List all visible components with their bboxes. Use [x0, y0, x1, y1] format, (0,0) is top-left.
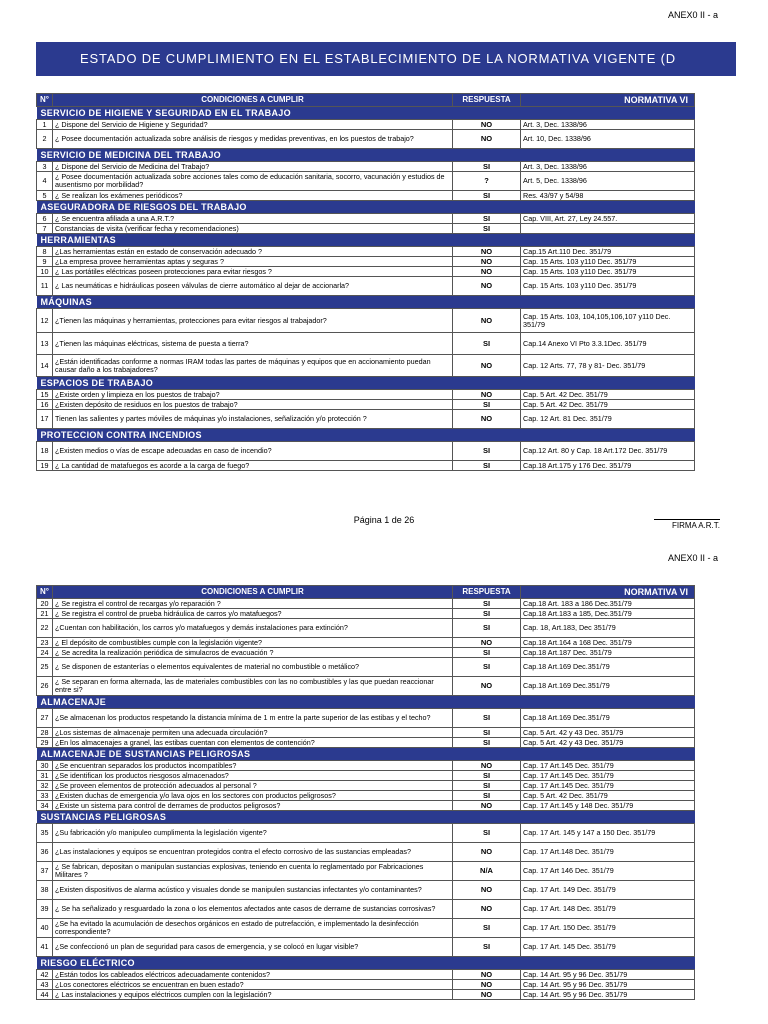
condition-text: ¿Las herramientas están en estado de conservación adecuado ? — [53, 247, 453, 257]
answer-value: NO — [453, 677, 521, 696]
norm-reference: Cap. 12 Arts. 77, 78 y 81- Dec. 351/79 — [521, 355, 695, 377]
table-row — [37, 130, 695, 149]
table-row — [37, 771, 695, 781]
header-answer: RESPUESTA — [453, 586, 521, 599]
table-row — [37, 970, 695, 980]
row-number: 28 — [37, 728, 53, 738]
condition-text: ¿Están identificadas conforme a normas IRAM todas las partes de máquinas y equipos que en accionamiento puedan causar daño a los trabajadores? — [53, 355, 453, 377]
table-row — [37, 900, 695, 919]
answer-value: NO — [453, 843, 521, 862]
answer-value: SI — [453, 771, 521, 781]
section-title: SERVICIO DE HIGIENE Y SEGURIDAD EN EL TRABAJO — [37, 107, 695, 120]
norm-reference: Cap. 15 Arts. 103 y110 Dec. 351/79 — [521, 277, 695, 296]
table-row — [37, 862, 695, 881]
table-row — [37, 599, 695, 609]
condition-text: ¿ Se registra el control de recargas y/o reparación ? — [53, 599, 453, 609]
section-header — [37, 234, 695, 247]
norm-reference: Cap. 15 Arts. 103 y110 Dec. 351/79 — [521, 267, 695, 277]
table-row — [37, 355, 695, 377]
annex-label: ANEX0 II - a — [667, 10, 718, 20]
norm-reference: Cap.18 Art.175 y 176 Dec. 351/79 — [521, 461, 695, 471]
row-number: 13 — [37, 333, 53, 355]
row-number: 38 — [37, 881, 53, 900]
table-row — [37, 172, 695, 191]
table-row — [37, 247, 695, 257]
norm-reference: Cap.12 Art. 80 y Cap. 18 Art.172 Dec. 351/79 — [521, 442, 695, 461]
norm-reference: Cap. 17 Art.145 Dec. 351/79 — [521, 761, 695, 771]
answer-value: NO — [453, 638, 521, 648]
row-number: 6 — [37, 214, 53, 224]
row-number: 20 — [37, 599, 53, 609]
row-number: 34 — [37, 801, 53, 811]
row-number: 9 — [37, 257, 53, 267]
condition-text: ¿ Dispone del Servicio de Higiene y Seguridad? — [53, 120, 453, 130]
answer-value: SI — [453, 781, 521, 791]
norm-reference: Cap.18 Art.187 Dec. 351/79 — [521, 648, 695, 658]
norm-reference: Cap. 5 Art. 42 Dec. 351/79 — [521, 400, 695, 410]
table-row — [37, 461, 695, 471]
section-header — [37, 107, 695, 120]
condition-text: ¿ La cantidad de matafuegos es acorde a la carga de fuego? — [53, 461, 453, 471]
row-number: 19 — [37, 461, 53, 471]
condition-text: ¿La empresa provee herramientas aptas y seguras ? — [53, 257, 453, 267]
condition-text: Tienen las salientes y partes móviles de máquinas y/o instalaciones, señalización y/o protección ? — [53, 410, 453, 429]
condition-text: ¿Existen dispositivos de alarma acústico y visuales donde se manipulen sustancias infectantes y/o contaminantes? — [53, 881, 453, 900]
answer-value: SI — [453, 442, 521, 461]
norm-reference: Cap.18 Art.169 Dec.351/79 — [521, 677, 695, 696]
row-number: 33 — [37, 791, 53, 801]
row-number: 2 — [37, 130, 53, 149]
norm-reference: Cap. 12 Art. 81 Dec. 351/79 — [521, 410, 695, 429]
condition-text: ¿Tienen las máquinas y herramientas, protecciones para evitar riesgos al trabajador? — [53, 309, 453, 333]
row-number: 8 — [37, 247, 53, 257]
answer-value: NO — [453, 355, 521, 377]
norm-reference: Cap. 17 Art. 148 Dec. 351/79 — [521, 900, 695, 919]
row-number: 3 — [37, 162, 53, 172]
page-number: Página 1 de 26 — [353, 515, 415, 525]
answer-value: NO — [453, 130, 521, 149]
row-number: 1 — [37, 120, 53, 130]
norm-reference: Cap. VIII, Art. 27, Ley 24.557. — [521, 214, 695, 224]
row-number: 25 — [37, 658, 53, 677]
norm-reference: Cap. 17 Art. 145 Dec. 351/79 — [521, 938, 695, 957]
condition-text: ¿Existe orden y limpieza en los puestos de trabajo? — [53, 390, 453, 400]
answer-value: NO — [453, 990, 521, 1000]
section-title: ESPACIOS DE TRABAJO — [37, 377, 695, 390]
answer-value: SI — [453, 824, 521, 843]
row-number: 4 — [37, 172, 53, 191]
row-number: 41 — [37, 938, 53, 957]
condition-text: ¿ Las instalaciones y equipos eléctricos cumplen con la legislación? — [53, 990, 453, 1000]
condition-text: ¿Las instalaciones y equipos se encuentran protegidos contra el efecto corrosivo de las sustancias empleadas? — [53, 843, 453, 862]
row-number: 14 — [37, 355, 53, 377]
norm-reference: Art. 3, Dec. 1338/96 — [521, 120, 695, 130]
section-title: ALMACENAJE DE SUSTANCIAS PELIGROSAS — [37, 748, 695, 761]
row-number: 27 — [37, 709, 53, 728]
answer-value: NO — [453, 309, 521, 333]
table-row — [37, 257, 695, 267]
norm-reference: Cap. 5 Art. 42 y 43 Dec. 351/79 — [521, 738, 695, 748]
condition-text: ¿ Se acredita la realización periódica de simulacros de evacuación ? — [53, 648, 453, 658]
table-row — [37, 333, 695, 355]
section-header — [37, 696, 695, 709]
table-row — [37, 843, 695, 862]
answer-value: NO — [453, 277, 521, 296]
section-header — [37, 377, 695, 390]
condition-text: ¿Los conectores eléctricos se encuentran en buen estado? — [53, 980, 453, 990]
condition-text: ¿ Posee documentación actualizada sobre análisis de riesgos y medidas preventivas, en los puestos de trabajo? — [53, 130, 453, 149]
row-number: 32 — [37, 781, 53, 791]
answer-value: N/A — [453, 862, 521, 881]
table-row — [37, 709, 695, 728]
row-number: 15 — [37, 390, 53, 400]
answer-value: SI — [453, 224, 521, 234]
answer-value: SI — [453, 333, 521, 355]
row-number: 10 — [37, 267, 53, 277]
norm-reference: Cap. 14 Art. 95 y 96 Dec. 351/79 — [521, 980, 695, 990]
norm-reference: Cap. 15 Arts. 103 y110 Dec. 351/79 — [521, 257, 695, 267]
table-row — [37, 267, 695, 277]
condition-text: ¿Se ha evitado la acumulación de desechos orgánicos en estado de putrefacción, e implementado la desinfección correspondiente? — [53, 919, 453, 938]
norm-reference: Cap. 17 Art 146 Dec. 351/79 — [521, 862, 695, 881]
condition-text: ¿ Se disponen de estanterías o elementos equivalentes de material no combustible o metálico? — [53, 658, 453, 677]
condition-text: ¿Cuentan con habilitación, los carros y/o matafuegos y demás instalaciones para extinción? — [53, 619, 453, 638]
condition-text: ¿ Se ha señalizado y resguardado la zona o los elementos afectados ante casos de derrame de sustancias corrosivas? — [53, 900, 453, 919]
table-row — [37, 738, 695, 748]
section-header — [37, 201, 695, 214]
condition-text: ¿Existen depósito de residuos en los puestos de trabajo? — [53, 400, 453, 410]
header-norm: NORMATIVA VI — [521, 94, 695, 107]
answer-value: SI — [453, 938, 521, 957]
answer-value: ? — [453, 172, 521, 191]
answer-value: NO — [453, 390, 521, 400]
norm-reference: Cap.18 Art.183 a 185, Dec.351/79 — [521, 609, 695, 619]
norm-reference: Cap. 17 Art. 145 y 147 a 150 Dec. 351/79 — [521, 824, 695, 843]
norm-reference: Cap. 17 Art. 149 Dec. 351/79 — [521, 881, 695, 900]
section-header — [37, 296, 695, 309]
condition-text: ¿Están todos los cableados eléctricos adecuadamente contenidos? — [53, 970, 453, 980]
table-row — [37, 619, 695, 638]
document-title: ESTADO DE CUMPLIMIENTO EN EL ESTABLECIMIENTO DE LA NORMATIVA VIGENTE (D — [36, 42, 736, 76]
answer-value: SI — [453, 162, 521, 172]
row-number: 5 — [37, 191, 53, 201]
answer-value: NO — [453, 410, 521, 429]
section-title: SERVICIO DE MEDICINA DEL TRABAJO — [37, 149, 695, 162]
answer-value: SI — [453, 461, 521, 471]
answer-value: SI — [453, 214, 521, 224]
table-row — [37, 658, 695, 677]
norm-reference: Cap. 18, Art.183, Dec 351/79 — [521, 619, 695, 638]
condition-text: ¿En los almacenajes a granel, las estibas cuentan con elementos de contención? — [53, 738, 453, 748]
norm-reference: Cap.14 Anexo VI Pto 3.3.1Dec. 351/79 — [521, 333, 695, 355]
answer-value: NO — [453, 881, 521, 900]
row-number: 12 — [37, 309, 53, 333]
answer-value: SI — [453, 791, 521, 801]
row-number: 29 — [37, 738, 53, 748]
section-header — [37, 149, 695, 162]
norm-reference: Cap. 15 Arts. 103, 104,105,106,107 y110 Dec. 351/79 — [521, 309, 695, 333]
table-row — [37, 791, 695, 801]
condition-text: Constancias de visita (verificar fecha y recomendaciones) — [53, 224, 453, 234]
row-number: 22 — [37, 619, 53, 638]
answer-value: NO — [453, 257, 521, 267]
header-number: N° — [37, 586, 53, 599]
condition-text: ¿Existen duchas de emergencia y/o lava ojos en los sectores con productos peligrosos? — [53, 791, 453, 801]
condition-text: ¿ Se encuentra afiliada a una A.R.T.? — [53, 214, 453, 224]
section-title: SUSTANCIAS PELIGROSAS — [37, 811, 695, 824]
answer-value: SI — [453, 709, 521, 728]
table-row — [37, 224, 695, 234]
condition-text: ¿ El depósito de combustibles cumple con la legislación vigente? — [53, 638, 453, 648]
norm-reference: Cap.18 Art.169 Dec.351/79 — [521, 658, 695, 677]
row-number: 18 — [37, 442, 53, 461]
answer-value: SI — [453, 599, 521, 609]
table-row — [37, 609, 695, 619]
table-row — [37, 390, 695, 400]
header-answer: RESPUESTA — [453, 94, 521, 107]
answer-value: NO — [453, 970, 521, 980]
condition-text: ¿Se encuentran separados los productos incompatibles? — [53, 761, 453, 771]
header-conditions: CONDICIONES A CUMPLIR — [53, 94, 453, 107]
header-conditions: CONDICIONES A CUMPLIR — [53, 586, 453, 599]
table-row — [37, 881, 695, 900]
row-number: 23 — [37, 638, 53, 648]
condition-text: ¿ Las portátiles eléctricas poseen protecciones para evitar riesgos ? — [53, 267, 453, 277]
condition-text: ¿ Posee documentación actualizada sobre acciones tales como de educación sanitaria, socorro, vacunación y estudios de ausentismo por morbilidad? — [53, 172, 453, 191]
section-title: PROTECCION CONTRA INCENDIOS — [37, 429, 695, 442]
table-row — [37, 648, 695, 658]
table-row — [37, 824, 695, 843]
norm-reference: Cap. 5 Art. 42 Dec. 351/79 — [521, 390, 695, 400]
row-number: 42 — [37, 970, 53, 980]
norm-reference: Cap. 5 Art. 42 Dec. 351/79 — [521, 791, 695, 801]
table-row — [37, 120, 695, 130]
section-title: RIESGO ELÉCTRICO — [37, 957, 695, 970]
row-number: 24 — [37, 648, 53, 658]
table-row — [37, 919, 695, 938]
norm-reference: Art. 3, Dec. 1338/96 — [521, 162, 695, 172]
annex-label-page-2: ANEX0 II - a — [667, 553, 718, 563]
condition-text: ¿Se identifican los productos riesgosos almacenados? — [53, 771, 453, 781]
condition-text: ¿Los sistemas de almacenaje permiten una adecuada circulación? — [53, 728, 453, 738]
row-number: 36 — [37, 843, 53, 862]
section-header — [37, 957, 695, 970]
condition-text: ¿Se almacenan los productos respetando la distancia mínima de 1 m entre la parte superior de las estibas y el techo? — [53, 709, 453, 728]
answer-value: NO — [453, 120, 521, 130]
row-number: 16 — [37, 400, 53, 410]
answer-value: NO — [453, 761, 521, 771]
norm-reference: Res. 43/97 y 54/98 — [521, 191, 695, 201]
condition-text: ¿Se proveen elementos de protección adecuados al personal ? — [53, 781, 453, 791]
norm-reference: Art. 5, Dec. 1338/96 — [521, 172, 695, 191]
answer-value: SI — [453, 400, 521, 410]
norm-reference: Cap. 5 Art. 42 y 43 Dec. 351/79 — [521, 728, 695, 738]
row-number: 11 — [37, 277, 53, 296]
answer-value: NO — [453, 980, 521, 990]
table-row — [37, 801, 695, 811]
norm-reference: Cap.18 Art. 183 a 186 Dec.351/79 — [521, 599, 695, 609]
norm-reference: Cap. 17 Art.145 y 148 Dec. 351/79 — [521, 801, 695, 811]
condition-text: ¿ Se fabrican, depositan o manipulan sustancias explosivas, teniendo en cuenta lo reglamentado por Fabricaciones Militares ? — [53, 862, 453, 881]
section-header — [37, 429, 695, 442]
table-row — [37, 162, 695, 172]
section-title: ALMACENAJE — [37, 696, 695, 709]
row-number: 43 — [37, 980, 53, 990]
answer-value: SI — [453, 191, 521, 201]
answer-value: NO — [453, 900, 521, 919]
condition-text: ¿Existen medios o vías de escape adecuadas en caso de incendio? — [53, 442, 453, 461]
condition-text: ¿Tienen las máquinas eléctricas, sistema de puesta a tierra? — [53, 333, 453, 355]
table-row — [37, 277, 695, 296]
row-number: 30 — [37, 761, 53, 771]
row-number: 37 — [37, 862, 53, 881]
row-number: 17 — [37, 410, 53, 429]
norm-reference: Cap.18 Art.164 a 168 Dec. 351/79 — [521, 638, 695, 648]
condition-text: ¿ Se registra el control de prueba hidráulica de carros y/o matafuegos? — [53, 609, 453, 619]
row-number: 40 — [37, 919, 53, 938]
row-number: 39 — [37, 900, 53, 919]
row-number: 31 — [37, 771, 53, 781]
condition-text: ¿Existe un sistema para control de derrames de productos peligrosos? — [53, 801, 453, 811]
row-number: 35 — [37, 824, 53, 843]
table-row — [37, 400, 695, 410]
norm-reference: Cap. 17 Art.145 Dec. 351/79 — [521, 781, 695, 791]
condition-text: ¿ Se separan en forma alternada, las de materiales combustibles con las no combustibles y las que puedan reaccionar entre si? — [53, 677, 453, 696]
answer-value: SI — [453, 619, 521, 638]
row-number: 21 — [37, 609, 53, 619]
answer-value: SI — [453, 728, 521, 738]
answer-value: SI — [453, 609, 521, 619]
section-title: HERRAMIENTAS — [37, 234, 695, 247]
norm-reference: Cap. 17 Art.148 Dec. 351/79 — [521, 843, 695, 862]
signature-line: FIRMA A.R.T. — [654, 519, 720, 530]
condition-text: ¿ Se realizan los exámenes periódicos? — [53, 191, 453, 201]
answer-value: SI — [453, 658, 521, 677]
answer-value: NO — [453, 267, 521, 277]
row-number: 44 — [37, 990, 53, 1000]
answer-value: NO — [453, 247, 521, 257]
section-title: ASEGURADORA DE RIESGOS DEL TRABAJO — [37, 201, 695, 214]
section-header — [37, 748, 695, 761]
table-row — [37, 677, 695, 696]
table-row — [37, 781, 695, 791]
table-row — [37, 214, 695, 224]
table-row — [37, 761, 695, 771]
table-row — [37, 638, 695, 648]
answer-value: SI — [453, 648, 521, 658]
table-header — [37, 586, 695, 599]
norm-reference: Cap.18 Art.169 Dec.351/79 — [521, 709, 695, 728]
condition-text: ¿Se confeccionó un plan de seguridad para casos de emergencia, y se colocó en lugar visible? — [53, 938, 453, 957]
compliance-table-page-2 — [36, 585, 695, 1000]
norm-reference: Cap. 14 Art. 95 y 96 Dec. 351/79 — [521, 990, 695, 1000]
section-title: MÁQUINAS — [37, 296, 695, 309]
table-row — [37, 309, 695, 333]
table-row — [37, 938, 695, 957]
condition-text: ¿Su fabricación y/o manipuleo cumplimenta la legislación vigente? — [53, 824, 453, 843]
answer-value: SI — [453, 919, 521, 938]
table-row — [37, 410, 695, 429]
row-number: 26 — [37, 677, 53, 696]
answer-value: NO — [453, 801, 521, 811]
table-row — [37, 990, 695, 1000]
header-number: N° — [37, 94, 53, 107]
compliance-table-page-1 — [36, 93, 695, 471]
table-row — [37, 191, 695, 201]
norm-reference: Cap. 14 Art. 95 y 96 Dec. 351/79 — [521, 970, 695, 980]
condition-text: ¿ Las neumáticas e hidráulicas poseen válvulas de cierre automático al dejar de accionarla? — [53, 277, 453, 296]
norm-reference: Cap.15 Art.110 Dec. 351/79 — [521, 247, 695, 257]
table-row — [37, 980, 695, 990]
table-header — [37, 94, 695, 107]
condition-text: ¿ Dispone del Servicio de Medicina del Trabajo? — [53, 162, 453, 172]
table-row — [37, 728, 695, 738]
header-norm: NORMATIVA VI — [521, 586, 695, 599]
norm-reference: Art. 10, Dec. 1338/96 — [521, 130, 695, 149]
answer-value: SI — [453, 738, 521, 748]
norm-reference — [521, 224, 695, 234]
norm-reference: Cap. 17 Art.145 Dec. 351/79 — [521, 771, 695, 781]
section-header — [37, 811, 695, 824]
table-row — [37, 442, 695, 461]
norm-reference: Cap. 17 Art. 150 Dec. 351/79 — [521, 919, 695, 938]
row-number: 7 — [37, 224, 53, 234]
